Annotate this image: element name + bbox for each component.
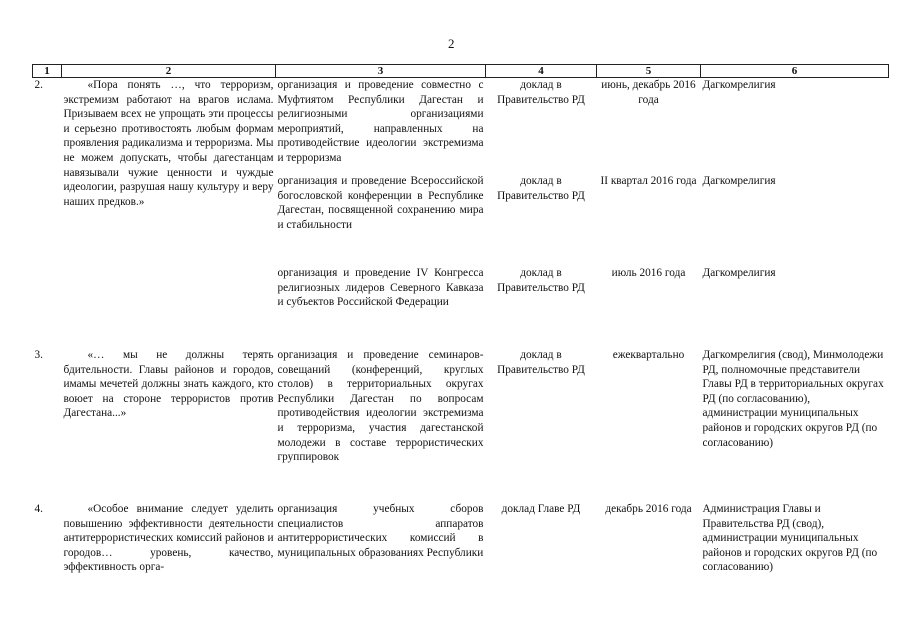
term-text: декабрь 2016 года [605,503,692,515]
table-row [33,78,889,175]
table-header-row [33,65,889,78]
report-form: доклад в Правительство РД [497,349,585,376]
executor-text: Администрация Главы и Правительства РД (свод), администрации муниципальных районов и городских округов РД (по согласованию) [702,503,878,574]
quote-text: «Особое внимание следует уделить повышению эффективности деятельности антитеррористических комиссий районов и городов… уровень, качество, эффективность орга- [63,503,274,574]
report-form: доклад Главе РД [501,503,581,515]
header-col-4: 4 [486,65,597,78]
term-text: июнь, декабрь 2016 года [601,79,696,106]
executor-text: Дагкомрелигия [702,267,776,279]
page-number: 2 [448,36,455,51]
header-col-6: 6 [701,65,889,78]
row-number: 4. [34,503,43,515]
row-number: 2. [34,79,43,91]
executor-text: Дагкомрелигия (свод), Минмолодежи РД, полномочные представители Главы РД в территориальных округах РД (по согласованию), администрации муниципальных районов и городских округов РД (по согласованию) [702,349,884,449]
header-col-5: 5 [597,65,701,78]
header-col-1: 1 [33,65,62,78]
header-col-3: 3 [276,65,486,78]
row-number: 3. [34,349,43,361]
table-row [33,496,889,575]
term-text: II квартал 2016 года [600,175,697,187]
measure-text: организация и проведение совместно с Муфтиятом Республики Дагестан и религиозными организациями мероприятий, направленных на противодействие идеологии экстремизма и терроризма [277,79,484,164]
executor-text: Дагкомрелигия [702,175,776,187]
measure-text: организация учебных сборов специалистов аппаратов антитеррористических комиссий в муниципальных образованиях Республики [277,503,484,559]
measures-table [32,64,889,575]
measure-text: организация и проведение IV Конгресса религиозных лидеров Северного Кавказа и субъектов Российской Федерации [277,267,484,309]
report-form: доклад в Правительство РД [497,79,585,106]
table-row [33,342,889,496]
quote-text: «Пора понять …, что терроризм, экстремизм работают на врагов ислама. Призываем всех не упрощать эти процессы и серьезно противостоять любым формам проявления радикализма и терроризма. Мы не можем допускать, чтобы дагестанцам навязывали чужие ценности и чуждые идеологии, разрушая нашу культуру и веру наших предков.» [63,79,274,208]
report-form: доклад в Правительство РД [497,175,585,202]
executor-text: Дагкомрелигия [702,79,776,91]
term-text: ежеквартально [612,349,685,361]
measure-text: организация и проведение Всероссийской богословской конференции в Республике Дагестан, посвященной сохранению мира и стабильности [277,175,484,231]
measure-text: организация и проведение семинаров-совещаний (конференций, круглых столов) в территориальных округах Республики Дагестан по вопросам противодействия идеологии экстремизма и терроризма, участия дагестанской молодежи в составе террористических группировок [277,349,484,464]
quote-text: «… мы не должны терять бдительности. Главы районов и городов, имамы мечетей должны знать каждого, кто воюет на стороне террористов против Дагестана...» [63,349,274,420]
term-text: июль 2016 года [611,267,686,279]
header-col-2: 2 [62,65,276,78]
report-form: доклад в Правительство РД [497,267,585,294]
